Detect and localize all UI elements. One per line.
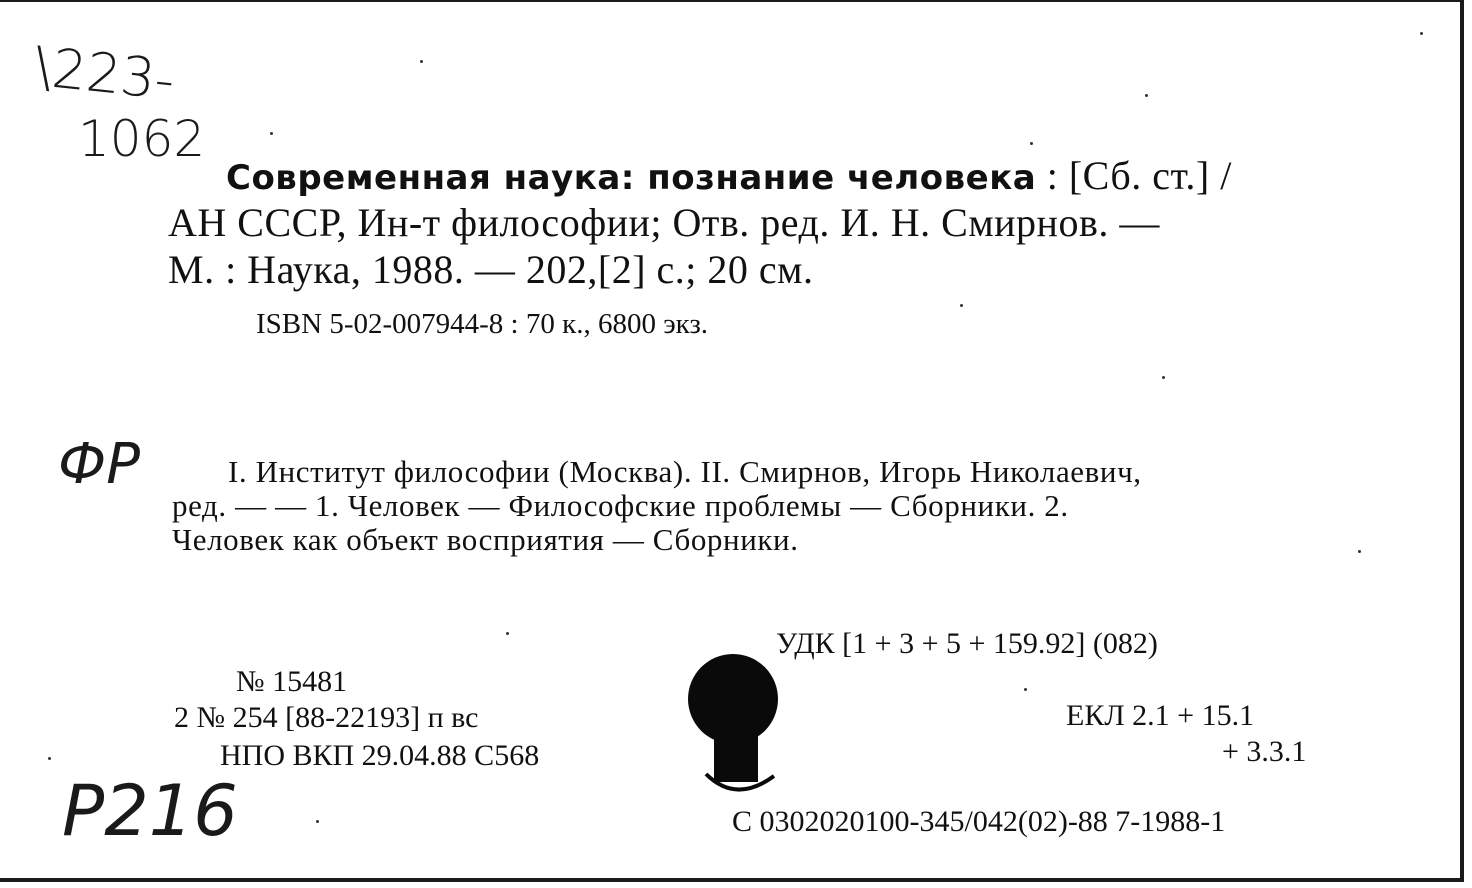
speckle	[270, 132, 273, 135]
title-line-1	[226, 152, 1232, 199]
shelf-mark: P216	[62, 770, 238, 852]
speckle	[1030, 142, 1033, 145]
book-title: Современная наука: познание человека	[226, 158, 1037, 198]
speckle	[1358, 550, 1361, 553]
title-rest: : [Сб. ст.] /	[1036, 153, 1232, 198]
speckle	[1024, 688, 1027, 691]
call-number-line-1: \223-	[31, 34, 178, 113]
subjects-line-1: I. Институт философии (Москва). II. Смирнов, Игорь Николаевич,	[228, 454, 1142, 489]
print-number: 2 № 254 [88-22193] п вс	[174, 701, 479, 734]
speckle	[960, 304, 963, 307]
speckle	[506, 632, 509, 635]
title-line-3: М. : Наука, 1988. — 202,[2] с.; 20 см.	[168, 247, 814, 292]
subjects-line-3: Человек как объект восприятия — Сборники.	[172, 522, 799, 557]
record-number: № 15481	[236, 665, 348, 698]
speckle	[1162, 376, 1165, 379]
speckle	[48, 757, 51, 760]
bottom-code: С 0302020100-345/042(02)-88 7-1988-1	[732, 805, 1226, 838]
speckle	[1420, 32, 1423, 35]
speckle	[316, 820, 319, 823]
title-line-2: АН СССР, Ин-т философии; Отв. ред. И. Н. Смирнов. —	[168, 200, 1160, 245]
ekl-line-1: ЕКЛ 2.1 + 15.1	[1066, 699, 1255, 732]
handwritten-mark: ФP	[58, 432, 140, 497]
call-number-line-2: 1062	[78, 110, 206, 168]
isbn-line: ISBN 5-02-007944-8 : 70 к., 6800 экз.	[256, 308, 709, 340]
subjects-line-2: ред. — — 1. Человек — Философские проблемы — Сборники. 2.	[172, 488, 1069, 523]
publisher-code: НПО ВКП 29.04.88 С568	[220, 739, 540, 772]
udk-line: УДК [1 + 3 + 5 + 159.92] (082)	[776, 627, 1158, 660]
ekl-line-2: + 3.3.1	[1222, 735, 1307, 768]
speckle	[420, 60, 423, 63]
speckle	[1145, 94, 1148, 97]
punch-hole-blot	[688, 654, 778, 804]
